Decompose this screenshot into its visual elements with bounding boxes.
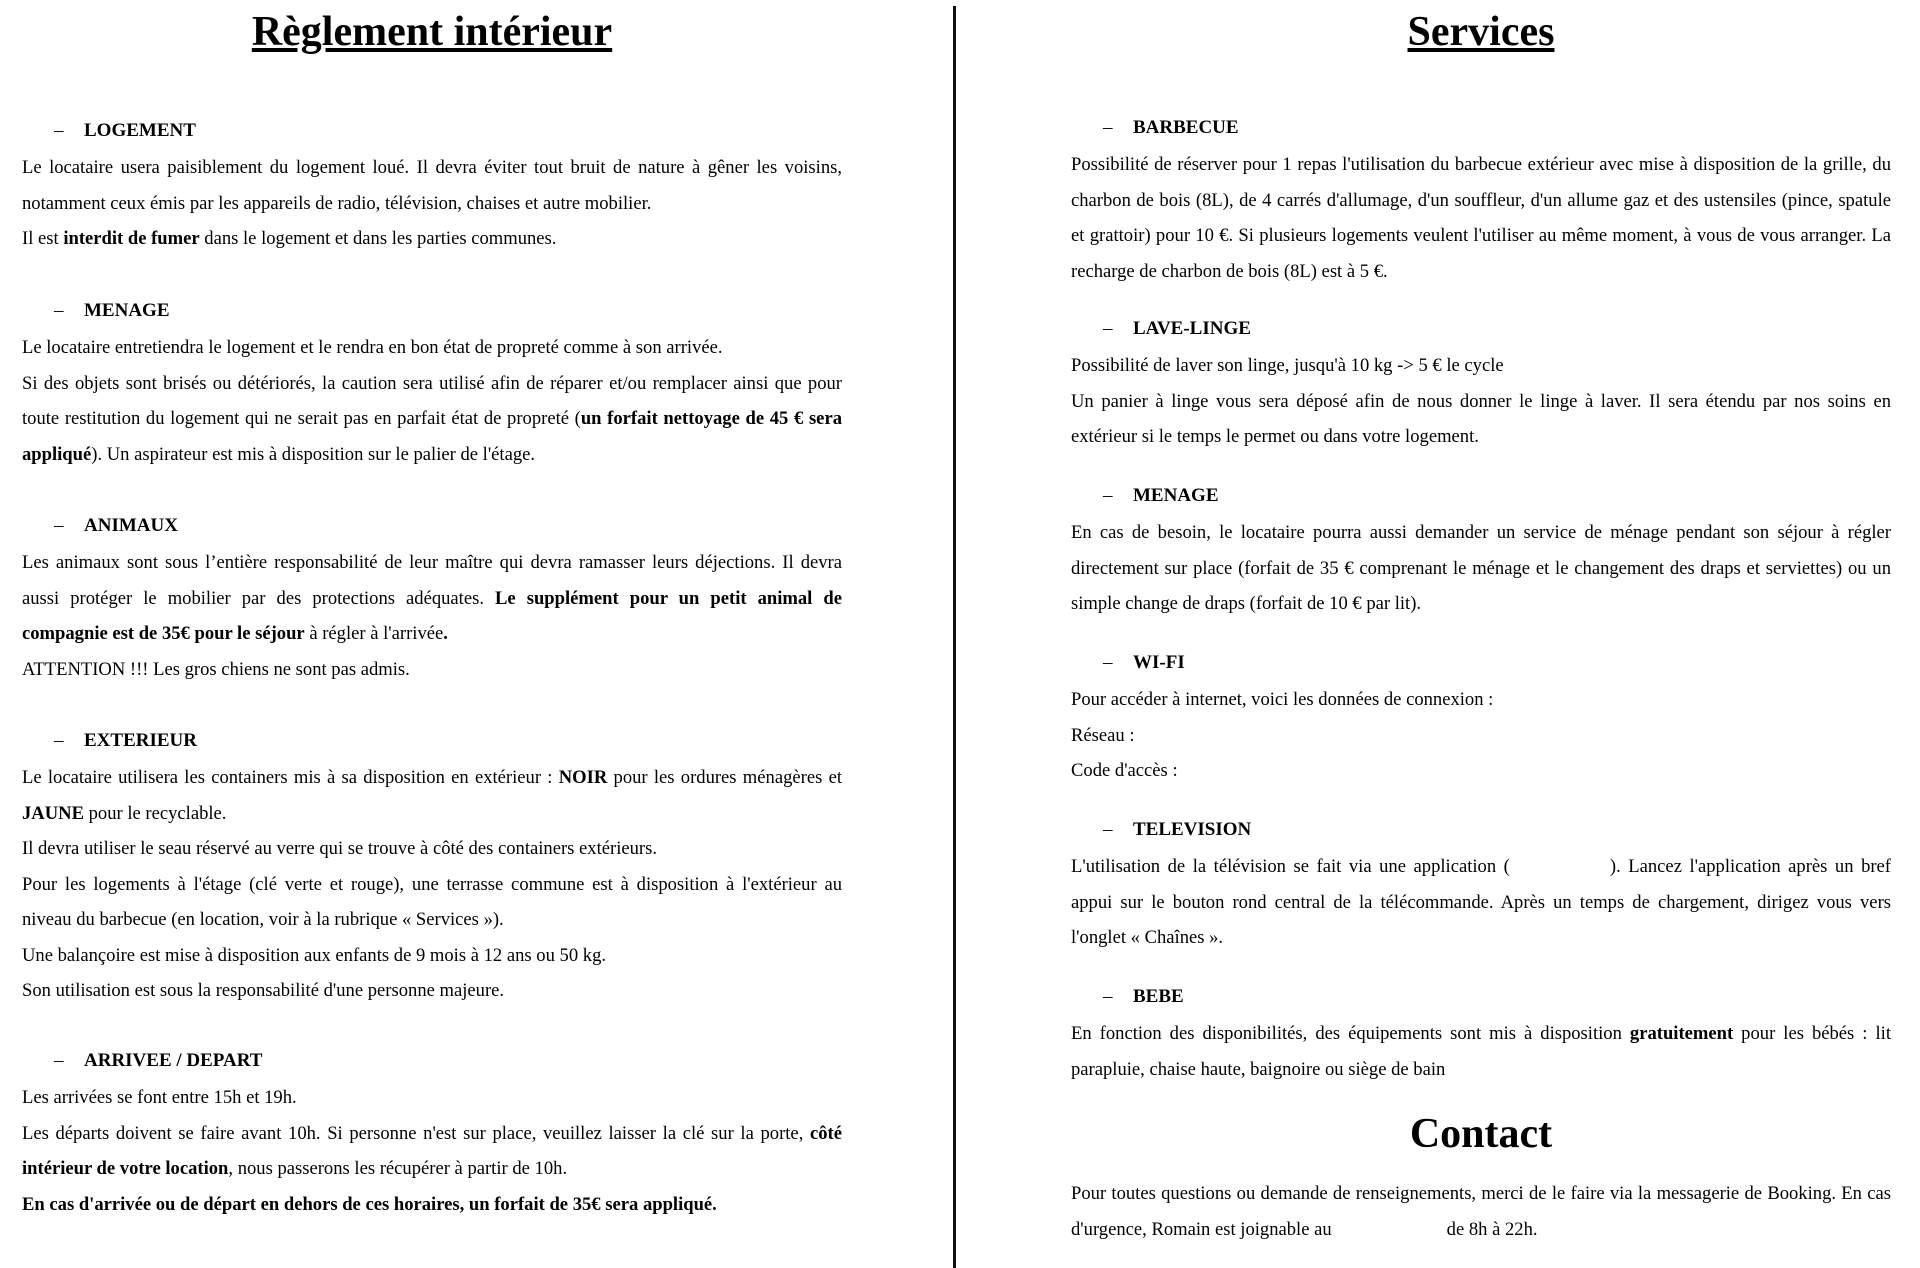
wifi-network-label: Réseau : bbox=[1071, 724, 1135, 746]
section-bebe bbox=[1071, 982, 1891, 1087]
paragraph: Si des objets sont brisés ou détériorés, la caution sera utilisé afin de réparer et/ou remplacer ainsi que pour toute restitution du logement qui ne serait pas en parfait état de propreté (un forfait nettoyage de 45 € sera appliqué). Un aspirateur est mis à disposition sur le palier de l'étage. bbox=[22, 372, 842, 465]
paragraph: Le locataire usera paisiblement du logement loué. Il devra éviter tout bruit de nature à gêner les voisins, notamment ceux émis par les appareils de radio, télévision, chaises et autre mobilier. bbox=[22, 157, 842, 214]
contact-title: Contact bbox=[1409, 1111, 1553, 1157]
section-heading: – BEBE bbox=[1103, 986, 1184, 1007]
paragraph: Les départs doivent se faire avant 10h. Si personne n'est sur place, veuillez laisser la clé sur la porte, côté intérieur de votre location, nous passerons les récupérer à partir de 10h. bbox=[22, 1122, 842, 1179]
paragraph: En cas de besoin, le locataire pourra aussi demander un service de ménage pendant son séjour à régler directement sur place (forfait de 35 € comprenant le ménage et le changement des draps et serviettes) ou un simple change de draps (forfait de 10 € par lit). bbox=[1071, 522, 1891, 614]
section-heading: – ARRIVEE / DEPART bbox=[54, 1050, 263, 1071]
wifi-code-label: Code d'accès : bbox=[1071, 760, 1178, 781]
paragraph: En cas d'arrivée ou de départ en dehors de ces horaires, un forfait de 35€ sera appliqué. bbox=[22, 1193, 717, 1215]
section-heading: – ANIMAUX bbox=[54, 515, 178, 536]
section-contact bbox=[1071, 1176, 1891, 1247]
paragraph: Les animaux sont sous l’entière responsabilité de leur maître qui devra ramasser leurs déjections. Il devra aussi protéger le mobilier par des protections adéquates. Le supplément pour un petit animal de compagnie est de 35€ pour le séjour à régler à l'arrivée. bbox=[22, 552, 842, 644]
paragraph: Son utilisation est sous la responsabilité d'une personne majeure. bbox=[22, 980, 505, 1001]
section-heading: – EXTERIEUR bbox=[54, 730, 197, 751]
services-title: Services bbox=[1407, 9, 1555, 55]
section-heading: – MENAGE bbox=[54, 300, 170, 321]
paragraph: En fonction des disponibilités, des équipements sont mis à disposition gratuitement pour les bébés : lit parapluie, chaise haute, baignoire ou siège de bain bbox=[1071, 1023, 1891, 1080]
section-exterieur bbox=[22, 726, 842, 1009]
paragraph: Une balançoire est mise à disposition aux enfants de 9 mois à 12 ans ou 50 kg. bbox=[22, 944, 607, 966]
paragraph: Les arrivées se font entre 15h et 19h. bbox=[22, 1087, 297, 1108]
section-heading: – BARBECUE bbox=[1103, 117, 1239, 138]
paragraph: Pour toutes questions ou demande de renseignements, merci de le faire via la messagerie de Booking. En cas d'urgence, Romain est joignable au de 8h à 22h. bbox=[1071, 1183, 1891, 1240]
section-barbecue bbox=[1071, 113, 1891, 289]
paragraph: ATTENTION !!! Les gros chiens ne sont pas admis. bbox=[22, 658, 410, 680]
paragraph: Possibilité de laver son linge, jusqu'à 10 kg -> 5 € le cycle bbox=[1071, 355, 1504, 376]
section-lave-linge bbox=[1071, 314, 1891, 455]
paragraph: Le locataire utilisera les containers mis à sa disposition en extérieur : NOIR pour les ordures ménagères et JAUNE pour le recyclable. bbox=[22, 767, 842, 824]
section-menage bbox=[22, 296, 842, 472]
section-heading: – LOGEMENT bbox=[54, 120, 196, 141]
section-logement bbox=[22, 116, 842, 257]
reglement-title: Règlement intérieur bbox=[251, 9, 613, 55]
paragraph: L'utilisation de la télévision se fait via une application ( ). Lancez l'application après un bref appui sur le bouton rond central de la télécommande. Après un temps de chargement, dirigez vous vers l'onglet « Chaînes ». bbox=[1071, 856, 1892, 948]
paragraph: Le locataire entretiendra le logement et le rendra en bon état de propreté comme à son arrivée. bbox=[22, 337, 723, 358]
section-heading: – TELEVISION bbox=[1103, 819, 1252, 840]
section-animaux bbox=[22, 511, 842, 687]
paragraph: Possibilité de réserver pour 1 repas l'utilisation du barbecue extérieur avec mise à disposition de la grille, du charbon de bois (8L), de 4 carrés d'allumage, d'un souffleur, d'un allume gaz et des ustensiles (pince, spatule et grattoir) pour 10 €. Si plusieurs logements veulent l'utiliser au même moment, à vous de vous arranger. La recharge de charbon de bois (8L) est à 5 €. bbox=[1071, 154, 1891, 282]
section-heading: – MENAGE bbox=[1103, 485, 1219, 506]
section-heading: – LAVE-LINGE bbox=[1103, 318, 1251, 339]
paragraph: Il devra utiliser le seau réservé au verre qui se trouve à côté des containers extérieurs. bbox=[22, 838, 658, 859]
paragraph: Un panier à linge vous sera déposé afin de nous donner le linge à laver. Il sera étendu par nos soins en extérieur si le temps le permet ou dans votre logement. bbox=[1071, 390, 1891, 447]
section-arrivee-depart bbox=[22, 1046, 842, 1222]
paragraph: Pour accéder à internet, voici les données de connexion : bbox=[1071, 689, 1494, 710]
section-menage bbox=[1071, 481, 1891, 622]
section-heading: – WI-FI bbox=[1103, 652, 1185, 673]
section-television bbox=[1071, 815, 1891, 956]
paragraph: Pour les logements à l'étage (clé verte et rouge), une terrasse commune est à disposition à l'extérieur au niveau du barbecue (en location, voir à la rubrique « Services »). bbox=[22, 873, 842, 930]
paragraph: Il est interdit de fumer dans le logement et dans les parties communes. bbox=[22, 228, 557, 249]
column-divider bbox=[953, 6, 956, 1268]
section-wifi bbox=[1071, 648, 1891, 789]
